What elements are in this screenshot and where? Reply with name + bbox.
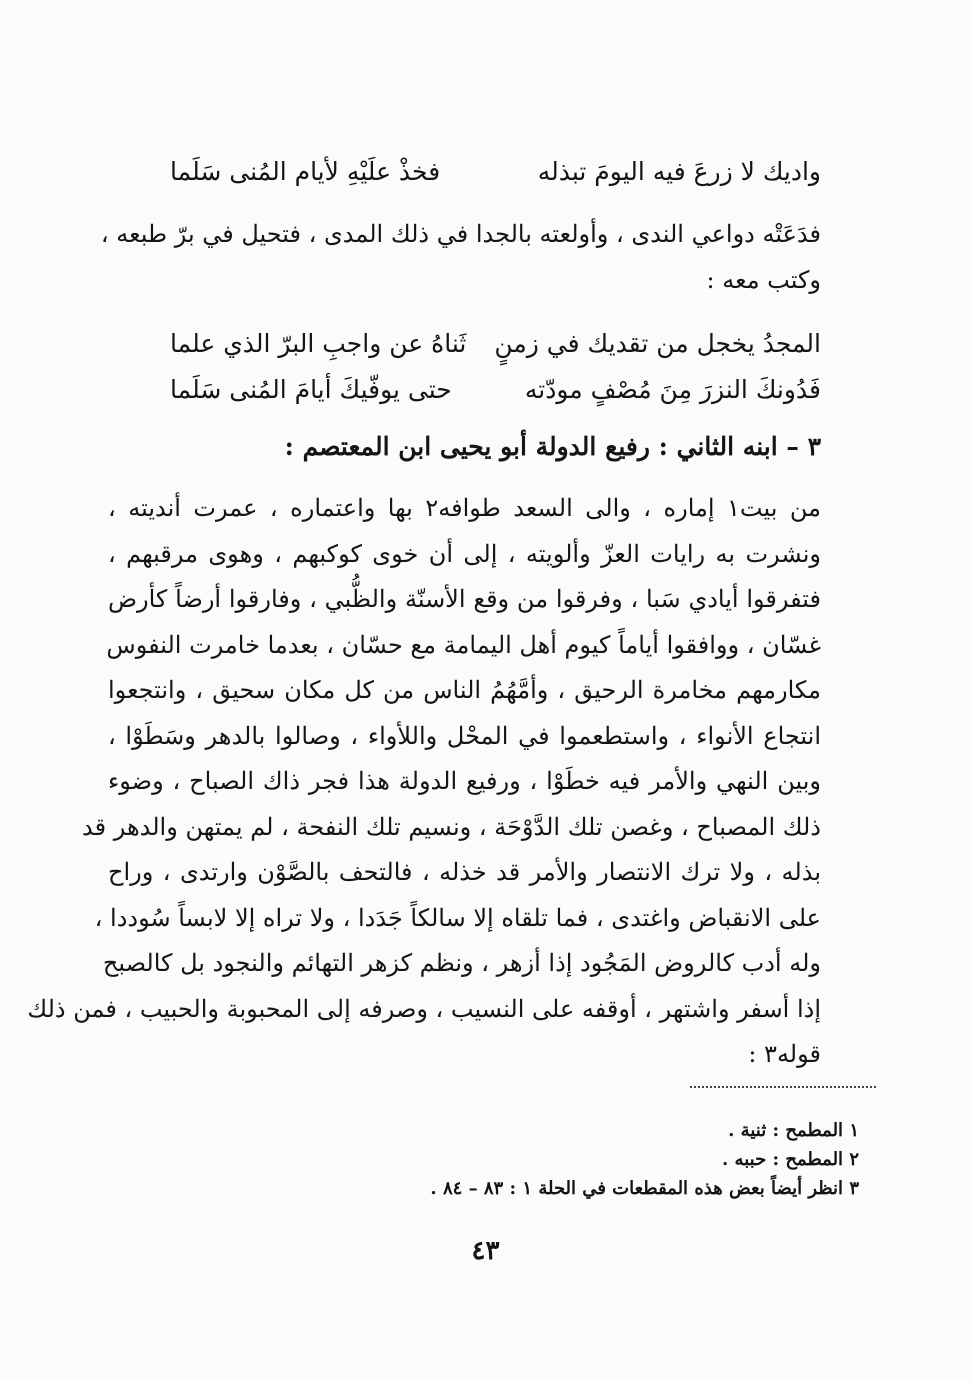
footnote: ١ المطمح : ثنية . [728,1120,859,1141]
footnote: ٢ المطمح : حببه . [722,1149,859,1170]
section-heading: ٣ – ابنه الثاني : رفيع الدولة أبو يحيى ابن المعتصم : [284,432,821,461]
poem-first-hemistich: المجدُ يخجل من تقديك في زمنٍ [494,329,821,358]
paragraph-line: وله أدب كالروض المَجُود إذا أزهر ، ونظم كزهر التهائم والنجود بل كالصبح [102,949,821,977]
footnote: ٣ انظر أيضاً بعض هذه المقطعات في الحلة ١ : ٨٣ – ٨٤ . [430,1178,859,1199]
paragraph-line: غسّان ، ووافقوا أياماً كيوم أهل اليمامة مع حسّان ، بعدما خامرت النفوس [106,630,821,659]
paragraph-line: وكتب معه : [706,265,821,294]
paragraph-line: وبين النهي والأمر فيه خطَوْا ، ورفيع الدولة هذا فجر ذاك الصباح ، وضوء [108,767,821,795]
paragraph-line: من بيت١ إماره ، والى السعد طوافه٢ بها واعتماره ، عمرت أنديته ، [108,494,821,522]
paragraph-line: إذا أسفر واشتهر ، أوقفه على النسيب ، وصرفه إلى المحبوبة والحبيب ، فمن ذلك [27,994,821,1023]
poem-second-hemistich: حتى يوفّيكَ أيامَ المُنى سَلَما [170,375,452,404]
verse-top-first-hemistich: واديك لا زرعَ فيه اليومَ تبذله [537,157,821,186]
paragraph-line: على الانقباض واغتدى ، فما تلقاه إلا سالكاً جَدَدا ، ولا تراه إلا لابساً سُوددا ، [94,903,821,932]
poem-second-hemistich: ثَناهُ عن واجبِ البرّ الذي علما [170,329,467,358]
paragraph-line: قوله٣ : [748,1040,821,1068]
poem-verse [170,322,821,366]
paragraph-line: ذلك المصباح ، وغصن تلك الدَّوْحَة ، ونسيم تلك النفحة ، لم يمتهن والدهر قد [82,812,821,841]
verse-top-second-hemistich: فخذْ علَيْهِ لأيام المُنى سَلَما [170,157,441,186]
poem-first-hemistich: فَدُونكَ النزرَ مِنَ مُصْفٍ مودّته [524,375,821,404]
paragraph-line: فدَعَتْه دواعي الندى ، وأولعته بالجدا في ذلك المدى ، فتحيل في برّ طبعه ، [100,220,821,248]
paragraph-line: فتفرقوا أيادي سَبا ، وفرقوا من وقع الأسنّة والظُّبي ، وفارقوا أرضاً كأرض [108,585,821,613]
paragraph-line: انتجاع الأنواء ، واستطعموا في المحْل واللأواء ، وصالوا بالدهر وسَطَوْا ، [108,721,821,750]
paragraph-line: مكارمهم مخامرة الرحيق ، وأمَّهُمُ الناس من كل مكان سحيق ، وانتجعوا [108,676,821,704]
paragraph-intro [100,212,821,303]
footnotes [430,1116,859,1203]
paragraph-line: بذله ، ولا ترك الانتصار والأمر قد خذله ، فالتحف بالصَّوْن وارتدى ، وراح [108,858,821,886]
footnote-separator [690,1086,876,1088]
page-number: ٤٣ [471,1236,500,1266]
poem-verse [170,368,821,412]
paragraph-biography [27,486,821,1078]
paragraph-line: ونشرت به رايات العزّ وألويته ، إلى أن خوى كوكبهم ، وهوى مرقبهم ، [108,539,821,568]
verse-top [170,150,821,194]
